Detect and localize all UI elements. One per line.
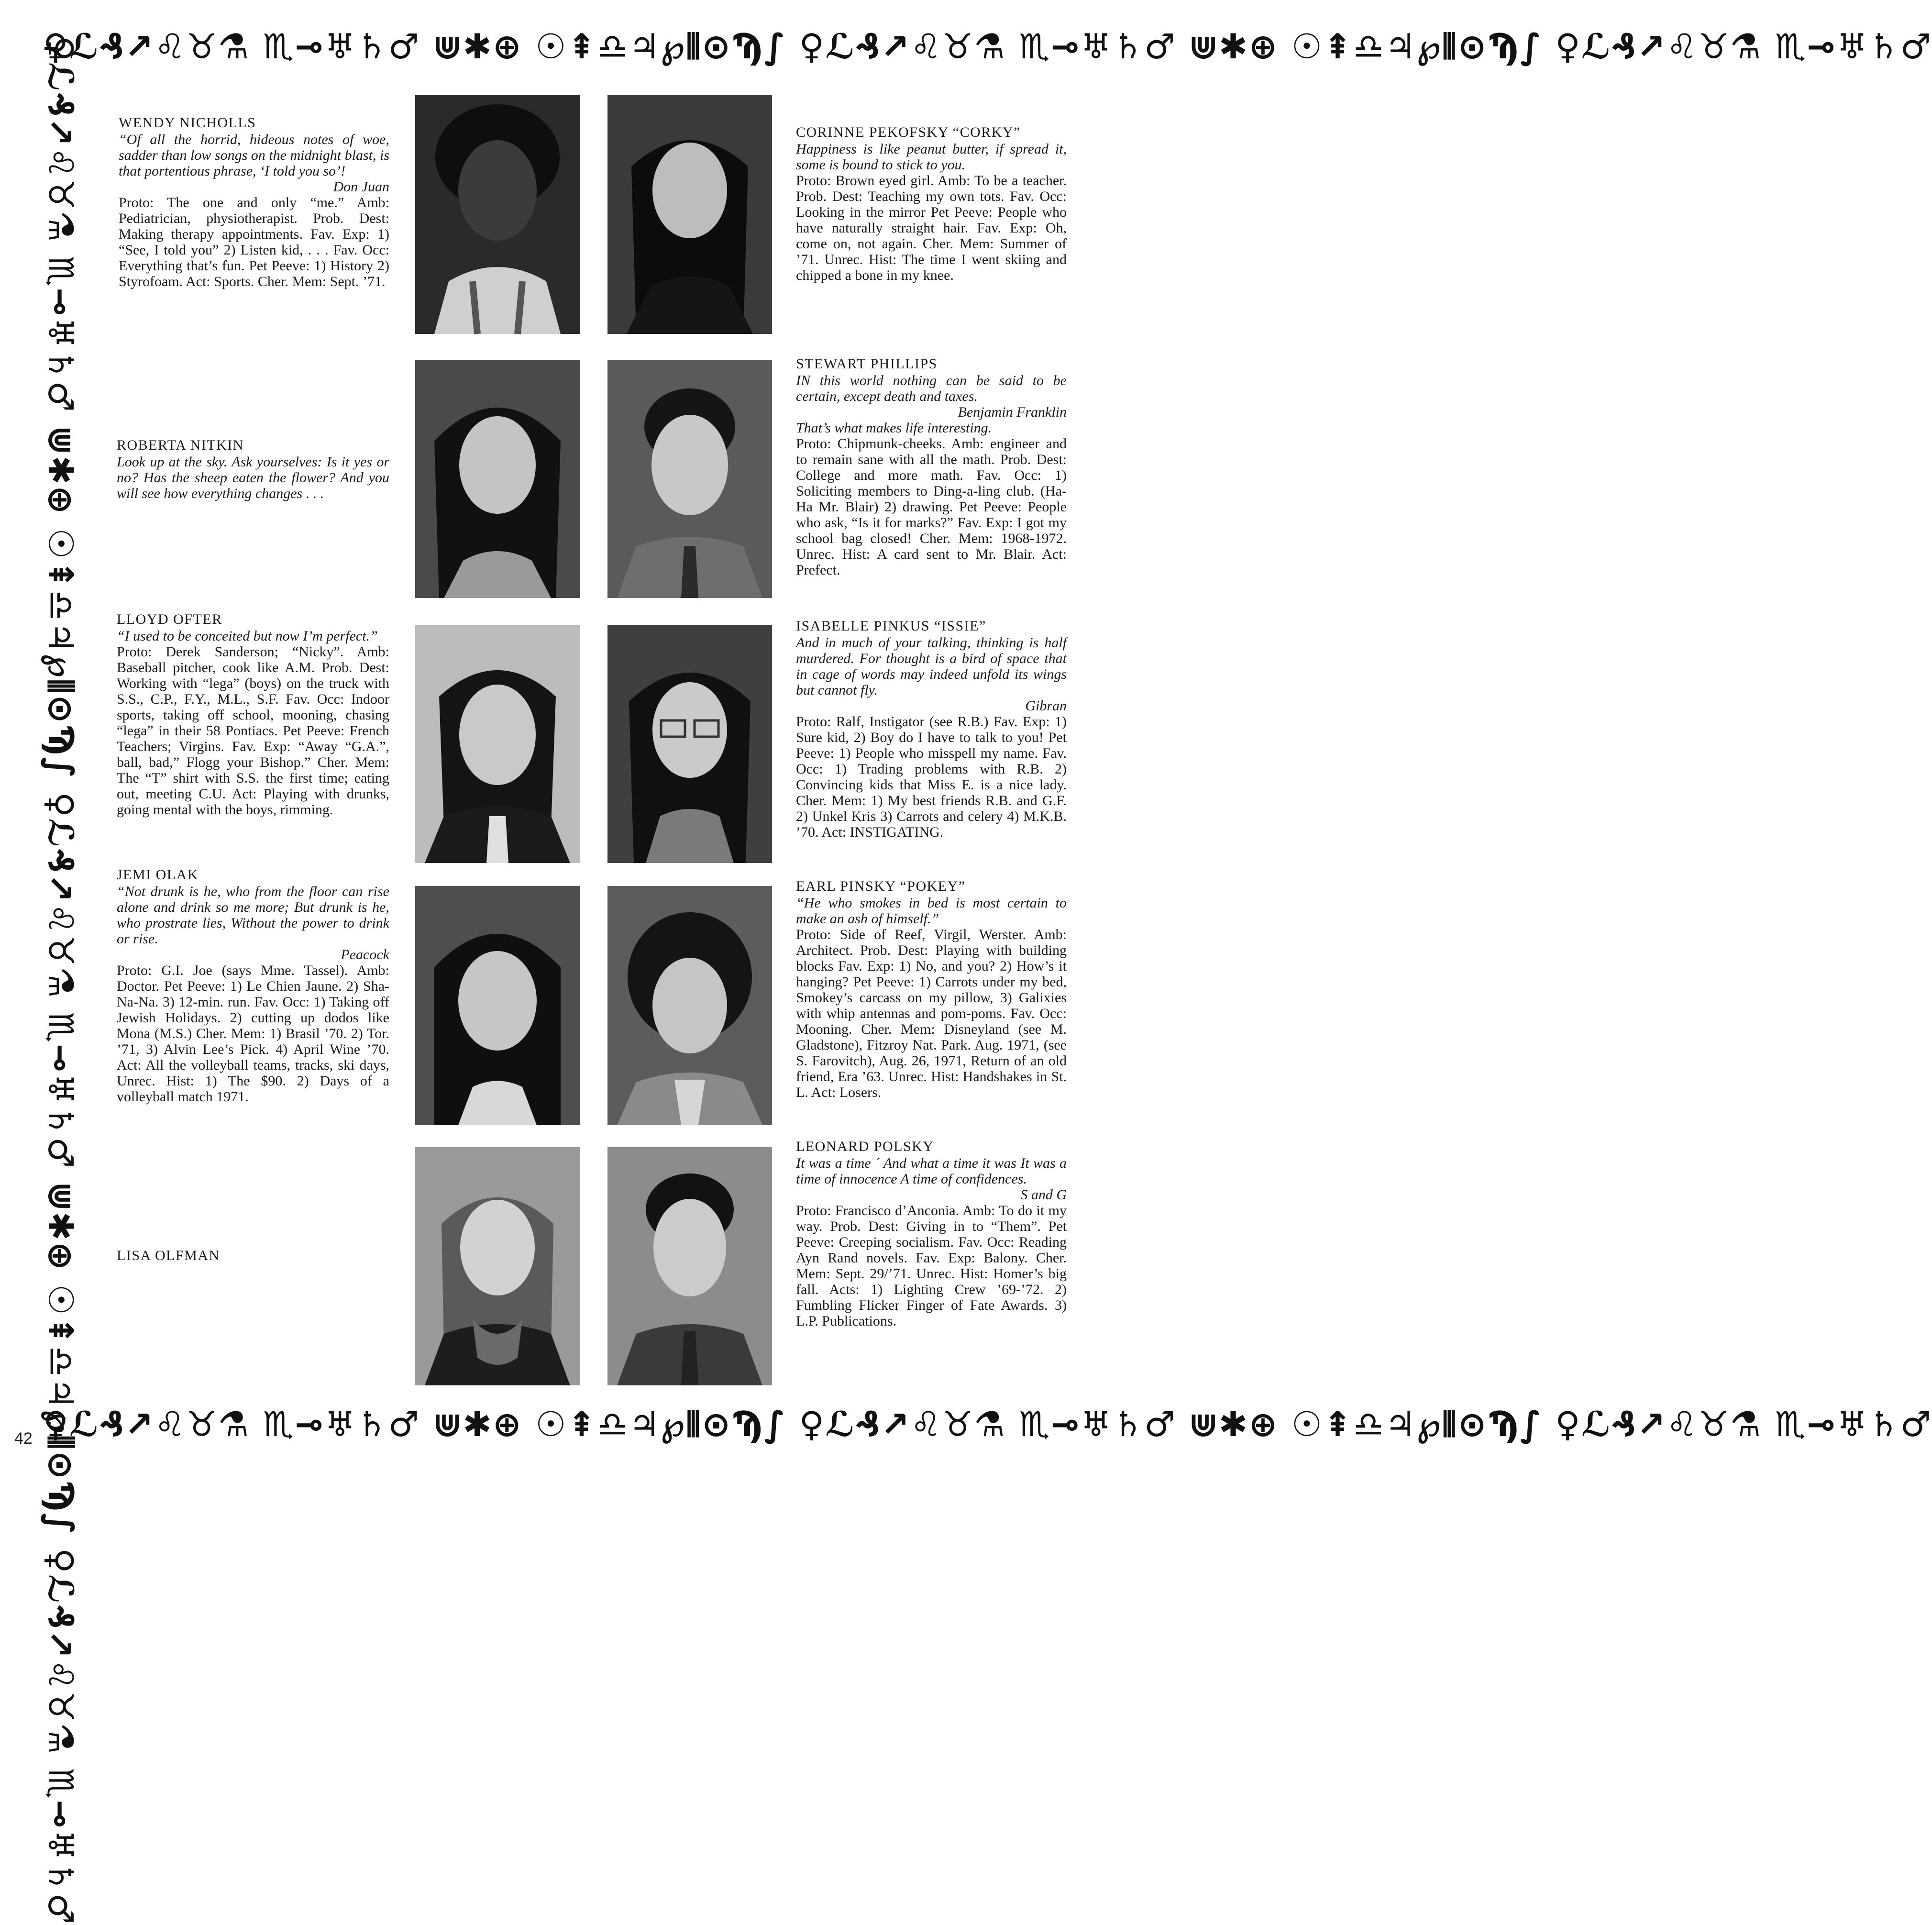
student-profile: Proto: Chipmunk-cheeks. Amb: engineer and to remain sane with all the math. Prob. Dest: College and more math. Fav. Occ: 1) Soliciting members to Ding-a-ling club. (Ha-Ha Mr. Blair) 2) drawing. Pet Peeve: People who ask, “Is it for marks?” Fav. Exp: I got my school bag closed! Cher. Mem: 1968-1972. Unrec. Hist: A card sent to Mr. Blair. Act: Prefect.: [796, 436, 1067, 578]
student-name: CORINNE PEKOFSKY “CORKY”: [796, 124, 1021, 140]
quote-attribution: Benjamin Franklin: [958, 404, 1067, 420]
entry-earl-pinsky: [796, 878, 1067, 1100]
student-name: LISA OLFMAN: [117, 1248, 220, 1263]
entry-lloyd-ofter: [117, 611, 389, 818]
entry-isabelle-pinkus: [796, 618, 1067, 840]
student-quote: “I used to be conceited but now I’m perfect.”: [117, 628, 378, 644]
portrait-photo-jemi: [415, 886, 580, 1125]
student-name: ISABELLE PINKUS “ISSIE”: [796, 618, 986, 634]
student-quote: And in much of your talking, thinking is half murdered. For thought is a bird of space that in cage of words may indeed unfold its wings but cannot fly.: [796, 635, 1067, 698]
quote-attribution: Gibran: [1025, 698, 1067, 714]
quote-attribution: Don Juan: [333, 179, 389, 195]
portrait-photo-wendy: [415, 95, 580, 334]
student-quote: “He who smokes in bed is most certain to make an ash of himself.”: [796, 895, 1067, 927]
student-quote: Happiness is like peanut butter, if spread it, some is bound to stick to you.: [796, 141, 1067, 173]
decorative-border-left: [34, 36, 87, 1925]
portrait-photo-isabelle: [607, 625, 772, 863]
entry-roberta-nitkin: [117, 437, 389, 501]
student-quote: “Of all the horrid, hideous notes of woe, sadder than low songs on the midnight blast, is that portentious phrase, ‘I told you so’!: [119, 132, 389, 179]
student-profile: Proto: The one and only “me.” Amb: Pediatrician, physiotherapist. Prob. Dest: Making therapy appointments. Fav. Exp: 1) “See, I told you” 2) Listen kid, . . . Fav. Occ: Everything that’s fun. Pet Peeve: 1) History 2) Styrofoam. Act: Sports. Cher. Mem: Sept. ’71.: [119, 195, 389, 289]
portrait-photo-corinne: [607, 95, 772, 334]
portrait-photo-leonard: [607, 1147, 772, 1385]
student-profile: Proto: Brown eyed girl. Amb: To be a teacher. Prob. Dest: Teaching my own tots. Fav. Occ: Looking in the mirror Pet Peeve: People who have naturally straight hair. Fav. Exp: Oh, come on, not again. Cher. Mem: Summer of ’71. Unrec. Hist: The time I went skiing and chipped a bone in my knee.: [796, 173, 1067, 283]
portrait-photo-lisa: [415, 1147, 580, 1385]
student-quote: IN this world nothing can be said to be certain, except death and taxes.: [796, 373, 1067, 404]
entry-wendy-nicholls: [119, 115, 389, 289]
student-name: WENDY NICHOLLS: [119, 115, 256, 131]
student-profile: Proto: Side of Reef, Virgil, Werster. Amb: Architect. Prob. Dest: Playing with building blocks Fav. Exp: 1) No, and you? 2) How’s it hanging? Pet Peeve: 1) Carrots under my bed, Smokey’s carcass on my pillow, 3) Galixies with whip antennas and pom-poms. Fav. Occ: Mooning. Cher. Mem: Disneyland (see M. Gladstone), Fitzroy Nat. Park. Aug. 1971, (see S. Farovitch), Aug. 26, 1971, Return of an old friend, Era ’63. Unrec. Hist: Handshakes in St. L. Act: Losers.: [796, 927, 1067, 1100]
student-name: STEWART PHILLIPS: [796, 356, 938, 372]
portrait-photo-lloyd: [415, 625, 580, 863]
student-name: JEMI OLAK: [117, 867, 199, 883]
quote-attribution: S and G: [1020, 1187, 1067, 1203]
student-profile: Proto: Derek Sanderson; “Nicky”. Amb: Baseball pitcher, cook like A.M. Prob. Dest: Working with “lega” (boys) on the truck with S.S., C.P., F.Y., M.L., S.F. Fav. Occ: Indoor sports, taking off school, mooning, chasing “lega” in their 58 Pontiacs. Pet Peeve: French Teachers; Virgins. Fav. Exp: “Away “G.A.”, ball, bad,” Flogg your Bishop.” Cher. Mem: The “T” shirt with S.S. the first time; eating out, meeting C.U. Act: Playing with drunks, going mental with the boys, rimming.: [117, 644, 389, 818]
decorative-border-left-glyphs: ♀ℒ₰↗♌♉⚗ ♏⊸♅♄♂ ⋓✱⊕ ☉⇞♎♃℘⦀⊙Ϡ∫ ♀ℒ₰↗♌♉⚗ ♏⊸♅♄♂ ⋓✱⊕ ☉⇞♎♃℘⦀⊙Ϡ∫ ♀ℒ₰↗♌♉⚗ ♏⊸♅♄♂: [41, 36, 81, 1925]
entry-corinne-pekofsky: [796, 124, 1067, 283]
decorative-border-top: ♀ℒ₰↗♌♉⚗ ♏⊸♅♄♂ ⋓✱⊕ ☉⇞♎♃℘⦀⊙Ϡ∫ ♀ℒ₰↗♌♉⚗ ♏⊸♅♄♂ ⋓✱⊕ ☉⇞♎♃℘⦀⊙Ϡ∫ ♀ℒ₰↗♌♉⚗ ♏⊸♅♄♂: [43, 26, 1932, 66]
student-quote: It was a time ´ And what a time it was It was a time of innocence A time of confidences.: [796, 1155, 1067, 1187]
entry-jemi-olak: [117, 867, 389, 1105]
student-quote-addendum: That’s what makes life interesting.: [796, 420, 992, 436]
page-number: 42: [14, 1429, 33, 1448]
student-profile: Proto: Francisco d’Anconia. Amb: To do it my way. Prob. Dest: Giving in to “Them”. Pet Peeve: Creeping socialism. Fav. Occ: Reading Ayn Rand novels. Fav. Exp: Balony. Cher. Mem: Sept. 29/’71. Unrec. Hist: Homer’s big fall. Acts: 1) Lighting Crew ’69-’72. 2) Fumbling Flicker Finger of Fate Awards. 3) L.P. Publications.: [796, 1203, 1067, 1329]
entry-stewart-phillips: [796, 356, 1067, 578]
entry-leonard-polsky: [796, 1139, 1067, 1329]
entry-lisa-olfman: [117, 1248, 389, 1264]
student-profile: Proto: Ralf, Instigator (see R.B.) Fav. Exp: 1) Sure kid, 2) Boy do I have to talk to you! Pet Peeve: 1) People who misspell my name. Fav. Occ: 1) Trading problems with R.B. 2) Convincing kids that Miss E. is a nice lady. Cher. Mem: 1) My best friends R.B. and G.F. 2) Unkel Kris 3) Carrots and celery 4) M.K.B. ’70. Act: INSTIGATING.: [796, 714, 1067, 840]
student-quote: “Not drunk is he, who from the floor can rise alone and drink so me more; But drunk is he, who prostrate lies, Without the power to drink or rise.: [117, 884, 389, 947]
student-name: LLOYD OFTER: [117, 611, 222, 627]
portrait-photo-stewart: [607, 360, 772, 598]
portrait-photo-earl: [607, 886, 772, 1125]
student-name: EARL PINSKY “POKEY”: [796, 878, 966, 894]
portrait-photo-roberta: [415, 360, 580, 598]
decorative-border-bottom: ♀ℒ₰↗♌♉⚗ ♏⊸♅♄♂ ⋓✱⊕ ☉⇞♎♃℘⦀⊙Ϡ∫ ♀ℒ₰↗♌♉⚗ ♏⊸♅♄♂ ⋓✱⊕ ☉⇞♎♃℘⦀⊙Ϡ∫ ♀ℒ₰↗♌♉⚗ ♏⊸♅♄♂: [43, 1404, 1932, 1444]
quote-attribution: Peacock: [341, 947, 389, 962]
student-profile: Proto: G.I. Joe (says Mme. Tassel). Amb: Doctor. Pet Peeve: 1) Le Chien Jaune. 2) Sha-Na-Na. 3) 12-min. run. Fav. Occ: 1) Taking off Jewish Holidays. 2) cutting up dodos like Mona (M.S.) Cher. Mem: 1) Brasil ’70. 2) Tor. ’71, 3) Alvin Lee’s Pick. 4) April Wine ’70. Act: All the volleyball teams, tracks, ski days, Unrec. Hist: 1) The $90. 2) Days of a volleyball match 1971.: [117, 962, 389, 1105]
student-name: LEONARD POLSKY: [796, 1139, 934, 1154]
student-name: ROBERTA NITKIN: [117, 437, 244, 453]
student-quote: Look up at the sky. Ask yourselves: Is it yes or no? Has the sheep eaten the flower? And you will see how everything changes . . .: [117, 454, 389, 501]
